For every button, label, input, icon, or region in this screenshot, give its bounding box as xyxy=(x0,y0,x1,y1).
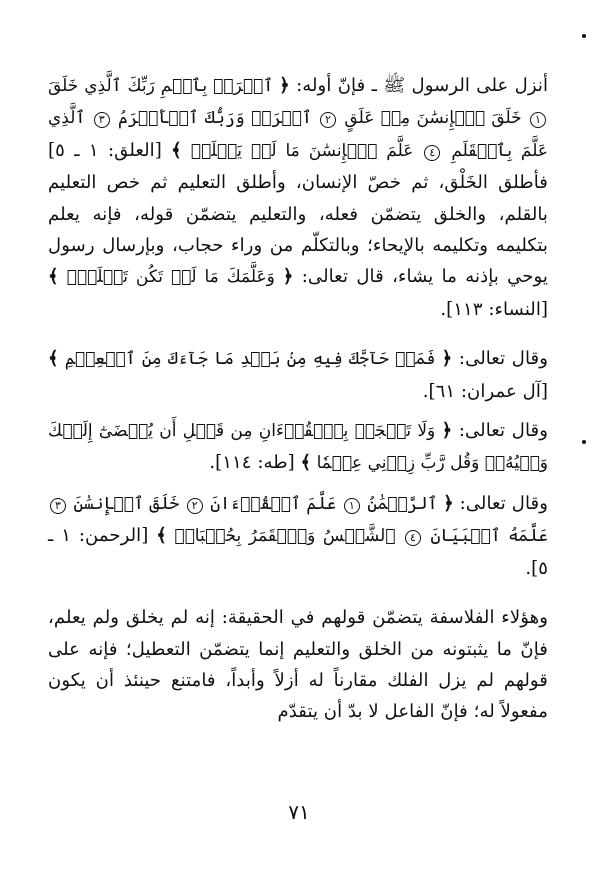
ornate-bracket: ﴾ xyxy=(48,348,59,370)
quran-verse: ٱقۡرَأۡ وَرَبُّكَ ٱلۡأَكۡرَمُ xyxy=(111,108,319,129)
paragraph-text: وقال تعالى: xyxy=(453,492,548,514)
paragraph xyxy=(48,343,548,407)
quran-verse: ٱلرَّحۡمَٰنُ xyxy=(361,493,444,514)
quran-verse: عَلَّمَ ٱلۡإِنسَٰنَ مَا لَمۡ يَعۡلَمۡ xyxy=(181,140,423,161)
quran-verse: خَلَقَ ٱلۡإِنسَٰنَ مِنۡ عَلَقٍ xyxy=(338,108,528,129)
paragraph-text: وهؤلاء الفلاسفة يتضمّن قولهم في الحقيقة: إنه لم يخلق ولم يعلم، فإنّ ما يثبتونه من الخلق والتعليم إنما يتضمّن التعطيل؛ فإنه على قولهم لم يزل الفلك مقارناً له أزلاً وأبداً، فامتنع حينئذ أن يكون مفعولاً له؛ فإنّ الفاعل لا بدّ أن يتقدّم xyxy=(48,607,548,723)
paragraph xyxy=(48,415,548,480)
quran-verse: فَمَنۡ حَآجَّكَ فِيهِ مِنۢ بَعۡدِ مَا جَآءَكَ مِنَ ٱلۡعِلۡمِ xyxy=(58,349,442,370)
verse-number: ٤ xyxy=(405,530,421,546)
ornate-bracket: ﴾ xyxy=(156,525,167,547)
verse-number: ١ xyxy=(530,112,546,128)
margin-mark-top xyxy=(582,34,586,38)
paragraph xyxy=(48,602,548,728)
paragraph-text: أنزل على الرسول ﷺ ـ فإنّ أوله: xyxy=(289,75,548,96)
paragraph-spacer xyxy=(48,407,548,415)
page-body-text xyxy=(48,70,548,728)
ornate-bracket: ﴾ xyxy=(300,452,312,474)
paragraph xyxy=(48,70,548,325)
ornate-bracket: ﴿ xyxy=(441,420,453,442)
ornate-bracket: ﴿ xyxy=(441,348,453,370)
paragraph-spacer xyxy=(48,325,548,343)
paragraph-spacer xyxy=(48,584,548,602)
quran-verse: عَلَّمَ ٱلۡقُرۡءَانَ xyxy=(204,493,342,514)
verse-number: ٢ xyxy=(320,112,336,128)
quran-verse: ٱقۡرَأۡ بِٱسۡمِ رَبِّكَ ٱلَّذِي خَلَقَ xyxy=(48,76,280,96)
paragraph-spacer xyxy=(48,480,548,488)
quran-verse: خَلَقَ ٱلۡإِنسَٰنَ xyxy=(68,493,185,514)
verse-number: ٢ xyxy=(187,498,203,514)
verse-number: ١ xyxy=(344,498,360,514)
verse-number: ٤ xyxy=(424,145,440,161)
paragraph-text: [العلق: ١ ـ ٥] فأطلق الخَلْق، ثم خصّ الإنسان، وأطلق التعليم ثم خص التعليم بالقلم، والخلق يتضمّن فعله، والتعليم يتضمّن قوله، فإنه يعلم بتكليمه وتكليمه بالإيحاء؛ وبالتكلّم من وراء حجاب، وبإرسال رسول يوحي بإذنه ما يشاء، قال تعالى: xyxy=(48,139,548,288)
quran-verse: وَلَا تَعۡجَلۡ بِٱلۡقُرۡءَانِ مِن قَبۡلِ أَن يُقۡضَىٰٓ إِلَيۡكَ وَحۡيُهُۥۖ وَقُل رَّبِّ زِدۡنِي عِلۡمٗا xyxy=(48,421,548,474)
paragraph-text: وقال تعالى: xyxy=(452,420,548,442)
ornate-bracket: ﴾ xyxy=(171,139,182,161)
paragraph-text: [آل عمران: ٦١]. xyxy=(422,380,548,402)
margin-mark-middle xyxy=(582,440,586,444)
paragraph-text: وقال تعالى: xyxy=(452,348,548,370)
ornate-bracket: ﴿ xyxy=(279,75,290,96)
ornate-bracket: ﴾ xyxy=(48,266,59,288)
quran-verse: ٱلَّذِي عَلَّمَ بِٱلۡقَلَمِ xyxy=(48,108,549,161)
verse-number: ٣ xyxy=(94,112,110,128)
ornate-bracket: ﴿ xyxy=(282,266,294,288)
quran-verse: عَلَّمَهُ ٱلۡبَيَانَ xyxy=(422,526,548,547)
paragraph-text: [طه: ١١٤]. xyxy=(209,452,301,474)
paragraph xyxy=(48,488,548,584)
quran-verse: ٱلشَّمۡسُ وَٱلۡقَمَرُ بِحُسۡبَانٖ xyxy=(166,526,403,547)
quran-verse: وَعَلَّمَكَ مَا لَمۡ تَكُن تَعۡلَمُۚ xyxy=(58,267,283,288)
ornate-bracket: ﴿ xyxy=(443,492,454,514)
verse-number: ٣ xyxy=(50,498,66,514)
paragraph-text: [الرحمن: ١ ـ ٥]. xyxy=(48,525,548,579)
paragraph-text: [النساء: ١١٣]. xyxy=(440,298,548,320)
page-number: ٧١ xyxy=(288,800,310,824)
